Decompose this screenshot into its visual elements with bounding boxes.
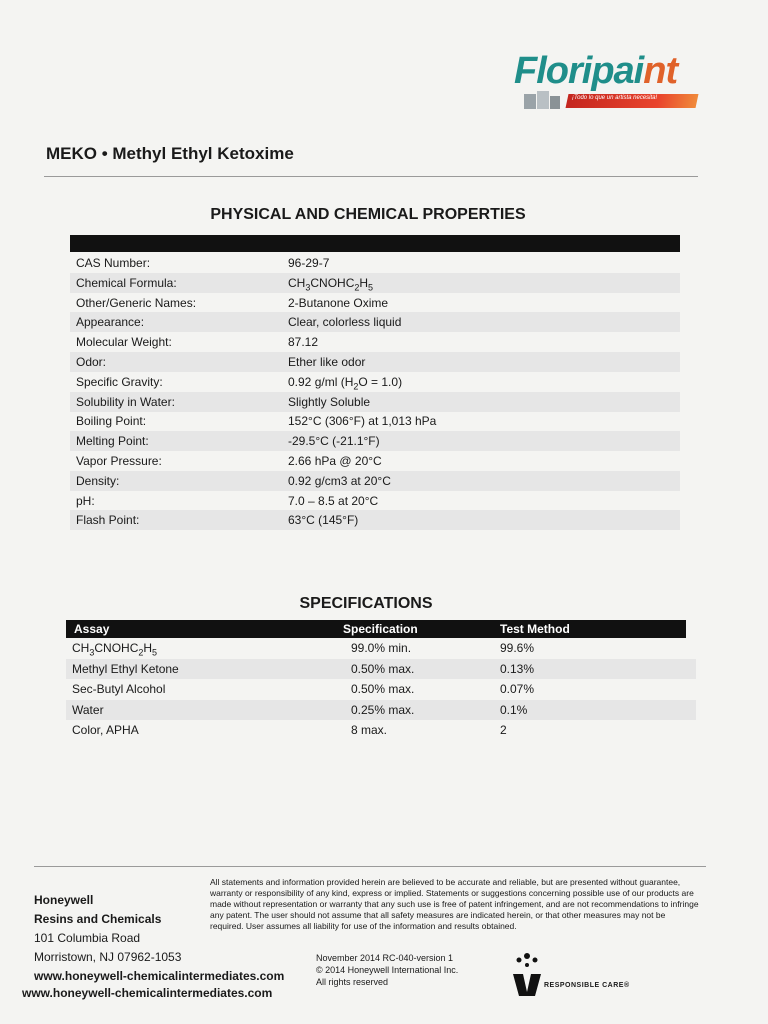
property-label: Boiling Point: bbox=[76, 414, 147, 429]
street-address: 101 Columbia Road bbox=[34, 931, 141, 945]
assay-cell: $CH_3CNOHC_2H_5$ bbox=[72, 641, 158, 658]
company-website-link-repeat[interactable]: www.honeywell-chemicalintermediates.com bbox=[22, 986, 273, 1000]
property-row bbox=[70, 332, 680, 352]
property-value: Clear, colorless liquid bbox=[288, 315, 402, 330]
property-label: Specific Gravity: bbox=[76, 374, 163, 389]
logo-wordmark: Floripaint bbox=[514, 50, 678, 92]
property-value: Ether like odor bbox=[288, 355, 366, 369]
floripaint-logo bbox=[512, 50, 702, 120]
property-value: 0.92 g/ml $(H_2O = 1.0)$ bbox=[288, 374, 403, 392]
logo-tagline: ¡Todo lo que un artista necesita! bbox=[572, 95, 658, 101]
property-value: 63°C (145°F) bbox=[288, 513, 359, 528]
property-label: pH: bbox=[76, 493, 95, 508]
assay-cell: Methyl Ethyl Ketone bbox=[72, 661, 179, 676]
specification-row bbox=[66, 700, 696, 720]
physical-properties-header-bar bbox=[70, 235, 680, 252]
test-method-cell: 0.13% bbox=[500, 661, 535, 676]
assay-cell: Sec-Butyl Alcohol bbox=[72, 682, 166, 696]
property-row bbox=[70, 312, 680, 332]
specifications-header-row bbox=[66, 620, 686, 638]
test-method-cell: 0.07% bbox=[500, 682, 535, 696]
assay-cell: Color, APHA bbox=[72, 723, 139, 737]
responsible-care-icon bbox=[507, 948, 547, 998]
specification-cell: 99.0% min. bbox=[351, 641, 412, 655]
property-value: 96-29-7 bbox=[288, 256, 330, 270]
test-method-cell: 2 bbox=[500, 723, 507, 737]
specification-row bbox=[66, 720, 696, 740]
property-label: Odor: bbox=[76, 355, 107, 369]
property-value: 2.66 hPa @ 20°C bbox=[288, 454, 382, 468]
property-value: 0.92 g/cm3 at 20°C bbox=[288, 473, 391, 488]
legal-disclaimer: All statements and information provided herein are believed to be accurate and reliable, but are presented without guarantee, warranty or responsibility of any kind, express or implied. Statements or suggestions concerning possible use of our products are made without representation or warranty that any such use is free of patent infringement, and are not recommendations to infringe any patent. The user should not assume that all safety measures are indicated herein, or that other measures may not be required. User assumes all liability for use of the information and results obtained. bbox=[210, 877, 699, 931]
property-label: Appearance: bbox=[76, 315, 145, 330]
property-value: 152°C (306°F) at 1,013 hPa bbox=[288, 414, 437, 429]
property-label: Other/Generic Names: bbox=[76, 295, 197, 310]
specification-cell: 0.50% max. bbox=[351, 661, 415, 676]
company-name: Honeywell bbox=[34, 893, 94, 907]
physical-properties-heading: PHYSICAL AND CHEMICAL PROPERTIES bbox=[210, 206, 526, 223]
property-row bbox=[70, 431, 680, 451]
property-row bbox=[70, 352, 680, 372]
property-label: Solubility in Water: bbox=[76, 394, 175, 409]
specification-cell: 8 max. bbox=[351, 723, 388, 737]
specification-row bbox=[66, 659, 696, 679]
property-label: Vapor Pressure: bbox=[76, 454, 162, 468]
property-row bbox=[70, 491, 680, 511]
property-label: Flash Point: bbox=[76, 513, 140, 528]
property-row bbox=[70, 253, 680, 273]
property-label: Chemical Formula: bbox=[76, 275, 177, 290]
property-label: Density: bbox=[76, 473, 120, 488]
property-row bbox=[70, 471, 680, 491]
company-division: Resins and Chemicals bbox=[34, 912, 162, 926]
property-label: CAS Number: bbox=[76, 256, 151, 270]
test-method-cell: 0.1% bbox=[500, 702, 528, 717]
property-value: $CH_3CNOHC_2H_5$ bbox=[288, 275, 374, 293]
property-value: Slightly Soluble bbox=[288, 394, 371, 409]
property-row bbox=[70, 273, 680, 293]
property-value: 7.0 – 8.5 at 20°C bbox=[288, 493, 379, 508]
specification-cell: 0.50% max. bbox=[351, 682, 415, 696]
assay-cell: Water bbox=[72, 702, 104, 717]
property-row bbox=[70, 411, 680, 431]
footer-divider bbox=[34, 866, 706, 867]
property-row bbox=[70, 392, 680, 412]
property-label: Melting Point: bbox=[76, 434, 149, 449]
copyright-notice: © 2014 Honeywell International Inc. bbox=[316, 965, 459, 975]
city-address: Morristown, NJ 07962-1053 bbox=[34, 950, 182, 964]
rights-notice: All rights reserved bbox=[316, 977, 389, 987]
property-row bbox=[70, 372, 680, 392]
specification-row bbox=[66, 679, 696, 699]
property-row bbox=[70, 451, 680, 471]
property-label: Molecular Weight: bbox=[76, 335, 172, 350]
specifications-heading: SPECIFICATIONS bbox=[299, 595, 433, 612]
revision-date: November 2014 RC-040-version 1 bbox=[316, 953, 454, 963]
company-website-link[interactable]: www.honeywell-chemicalintermediates.com bbox=[34, 969, 285, 983]
property-row bbox=[70, 510, 680, 530]
specification-row bbox=[66, 638, 696, 658]
column-header-specification: Specification bbox=[343, 622, 418, 636]
column-header-test-method: Test Method bbox=[500, 622, 570, 636]
title-divider bbox=[44, 176, 698, 177]
property-row bbox=[70, 293, 680, 313]
document-title: MEKO • Methyl Ethyl Ketoxime bbox=[46, 144, 294, 163]
test-method-cell: 99.6% bbox=[500, 641, 535, 655]
property-value: -29.5°C (-21.1°F) bbox=[288, 434, 380, 449]
column-header-assay: Assay bbox=[74, 622, 110, 636]
specification-cell: 0.25% max. bbox=[351, 702, 415, 717]
company-address bbox=[34, 891, 181, 967]
property-value: 87.12 bbox=[288, 335, 319, 350]
responsible-care-label: RESPONSIBLE CARE® bbox=[544, 982, 630, 989]
revision-info bbox=[316, 952, 458, 988]
property-value: 2-Butanone Oxime bbox=[288, 295, 389, 310]
